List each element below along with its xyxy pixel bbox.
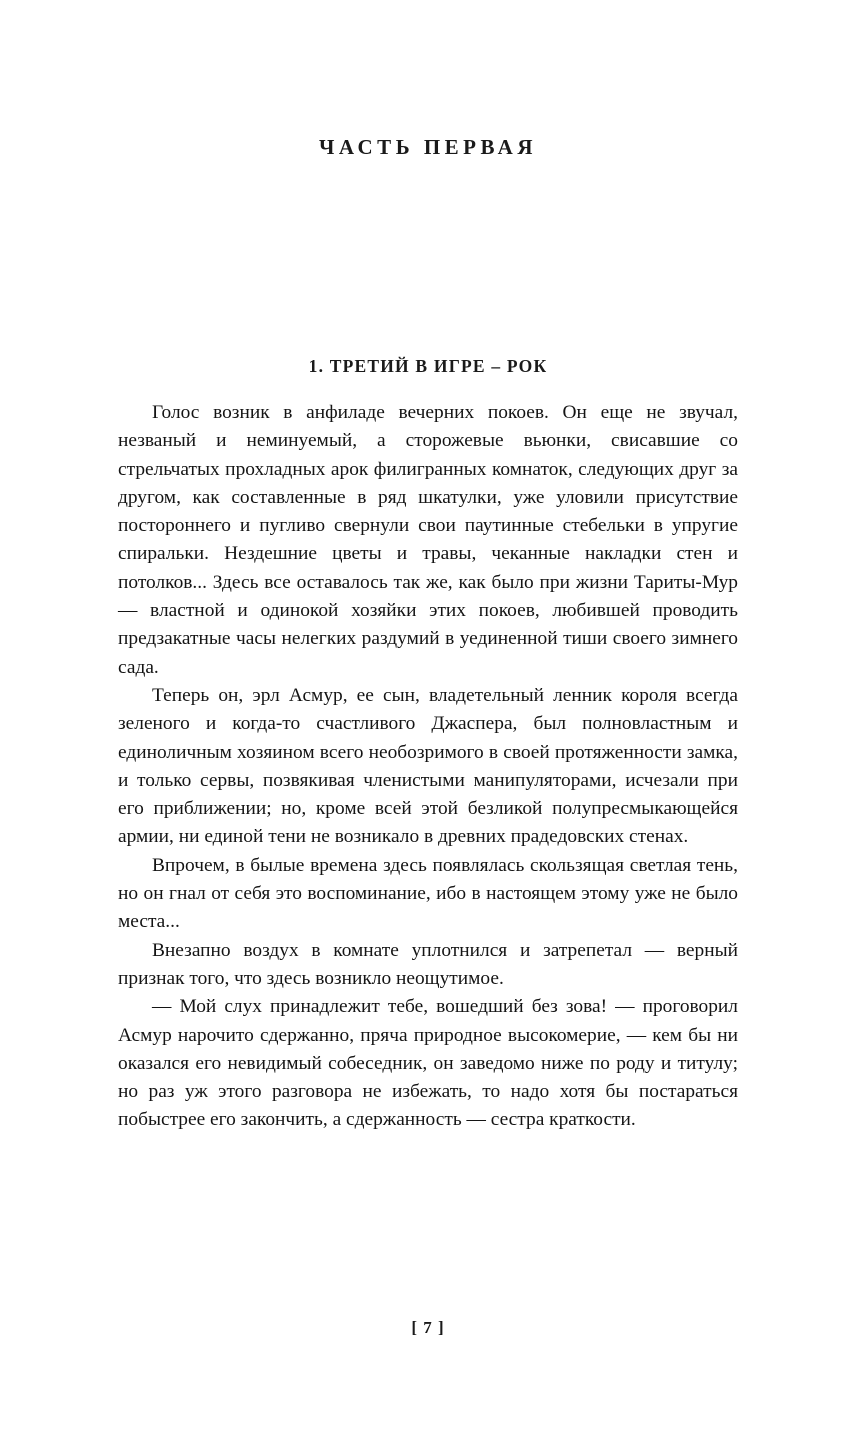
- paragraph: Теперь он, эрл Асмур, ее сын, владетельный ленник короля всегда зеленого и когда-то счастливого Джаспера, был полновластным и единоличным хозяином всего необозримого в своей протяженности замка, и только сервы, позвякивая членистыми манипуляторами, исчезали при его приближении; но, кроме всей этой безликой полупресмыкающейся армии, ни единой тени не возникало в древних прадедовских стенах.: [118, 684, 738, 848]
- body-text: [118, 399, 738, 1135]
- part-title: ЧАСТЬ ПЕРВАЯ: [318, 135, 538, 159]
- paragraph: Впрочем, в былые времена здесь появлялась скользящая светлая тень, но он гнал от себя это воспоминание, ибо в настоящем этому уже не было места...: [118, 854, 738, 933]
- book-page: [0, 135, 856, 1434]
- paragraph: Голос возник в анфиладе вечерних покоев. Он еще не звучал, незваный и неминуемый, а сторожевые вьюнки, свисавшие со стрельчатых прохладных арок филигранных комнаток, следующих друг за другом, как составленные в ряд шкатулки, уже уловили присутствие постороннего и пугливо свернули свои паутинные стебельки в упругие спиральки. Нездешние цветы и травы, чеканные накладки стен и потолков... Здесь все оставалось так же, как было при жизни Тариты-Мур — властной и одинокой хозяйки этих покоев, любившей проводить предзакатные часы нелегких раздумий в уединенной тиши своего зимнего сада.: [118, 402, 738, 678]
- page-number: [ 7 ]: [411, 1318, 445, 1337]
- paragraph: — Мой слух принадлежит тебе, вошедший без зова! — проговорил Асмур нарочито сдержанно, пряча природное высокомерие, — кем бы ни оказался его невидимый собеседник, он заведомо ниже по роду и титулу; но раз уж этого разговора не избежать, то надо хотя бы постараться побыстрее его закончить, а сдержанность — сестра краткости.: [118, 996, 738, 1131]
- paragraph: Внезапно воздух в комнате уплотнился и затрепетал — верный признак того, что здесь возникло неощутимое.: [118, 939, 738, 989]
- chapter-title: 1. ТРЕТИЙ В ИГРЕ – РОК: [308, 356, 548, 376]
